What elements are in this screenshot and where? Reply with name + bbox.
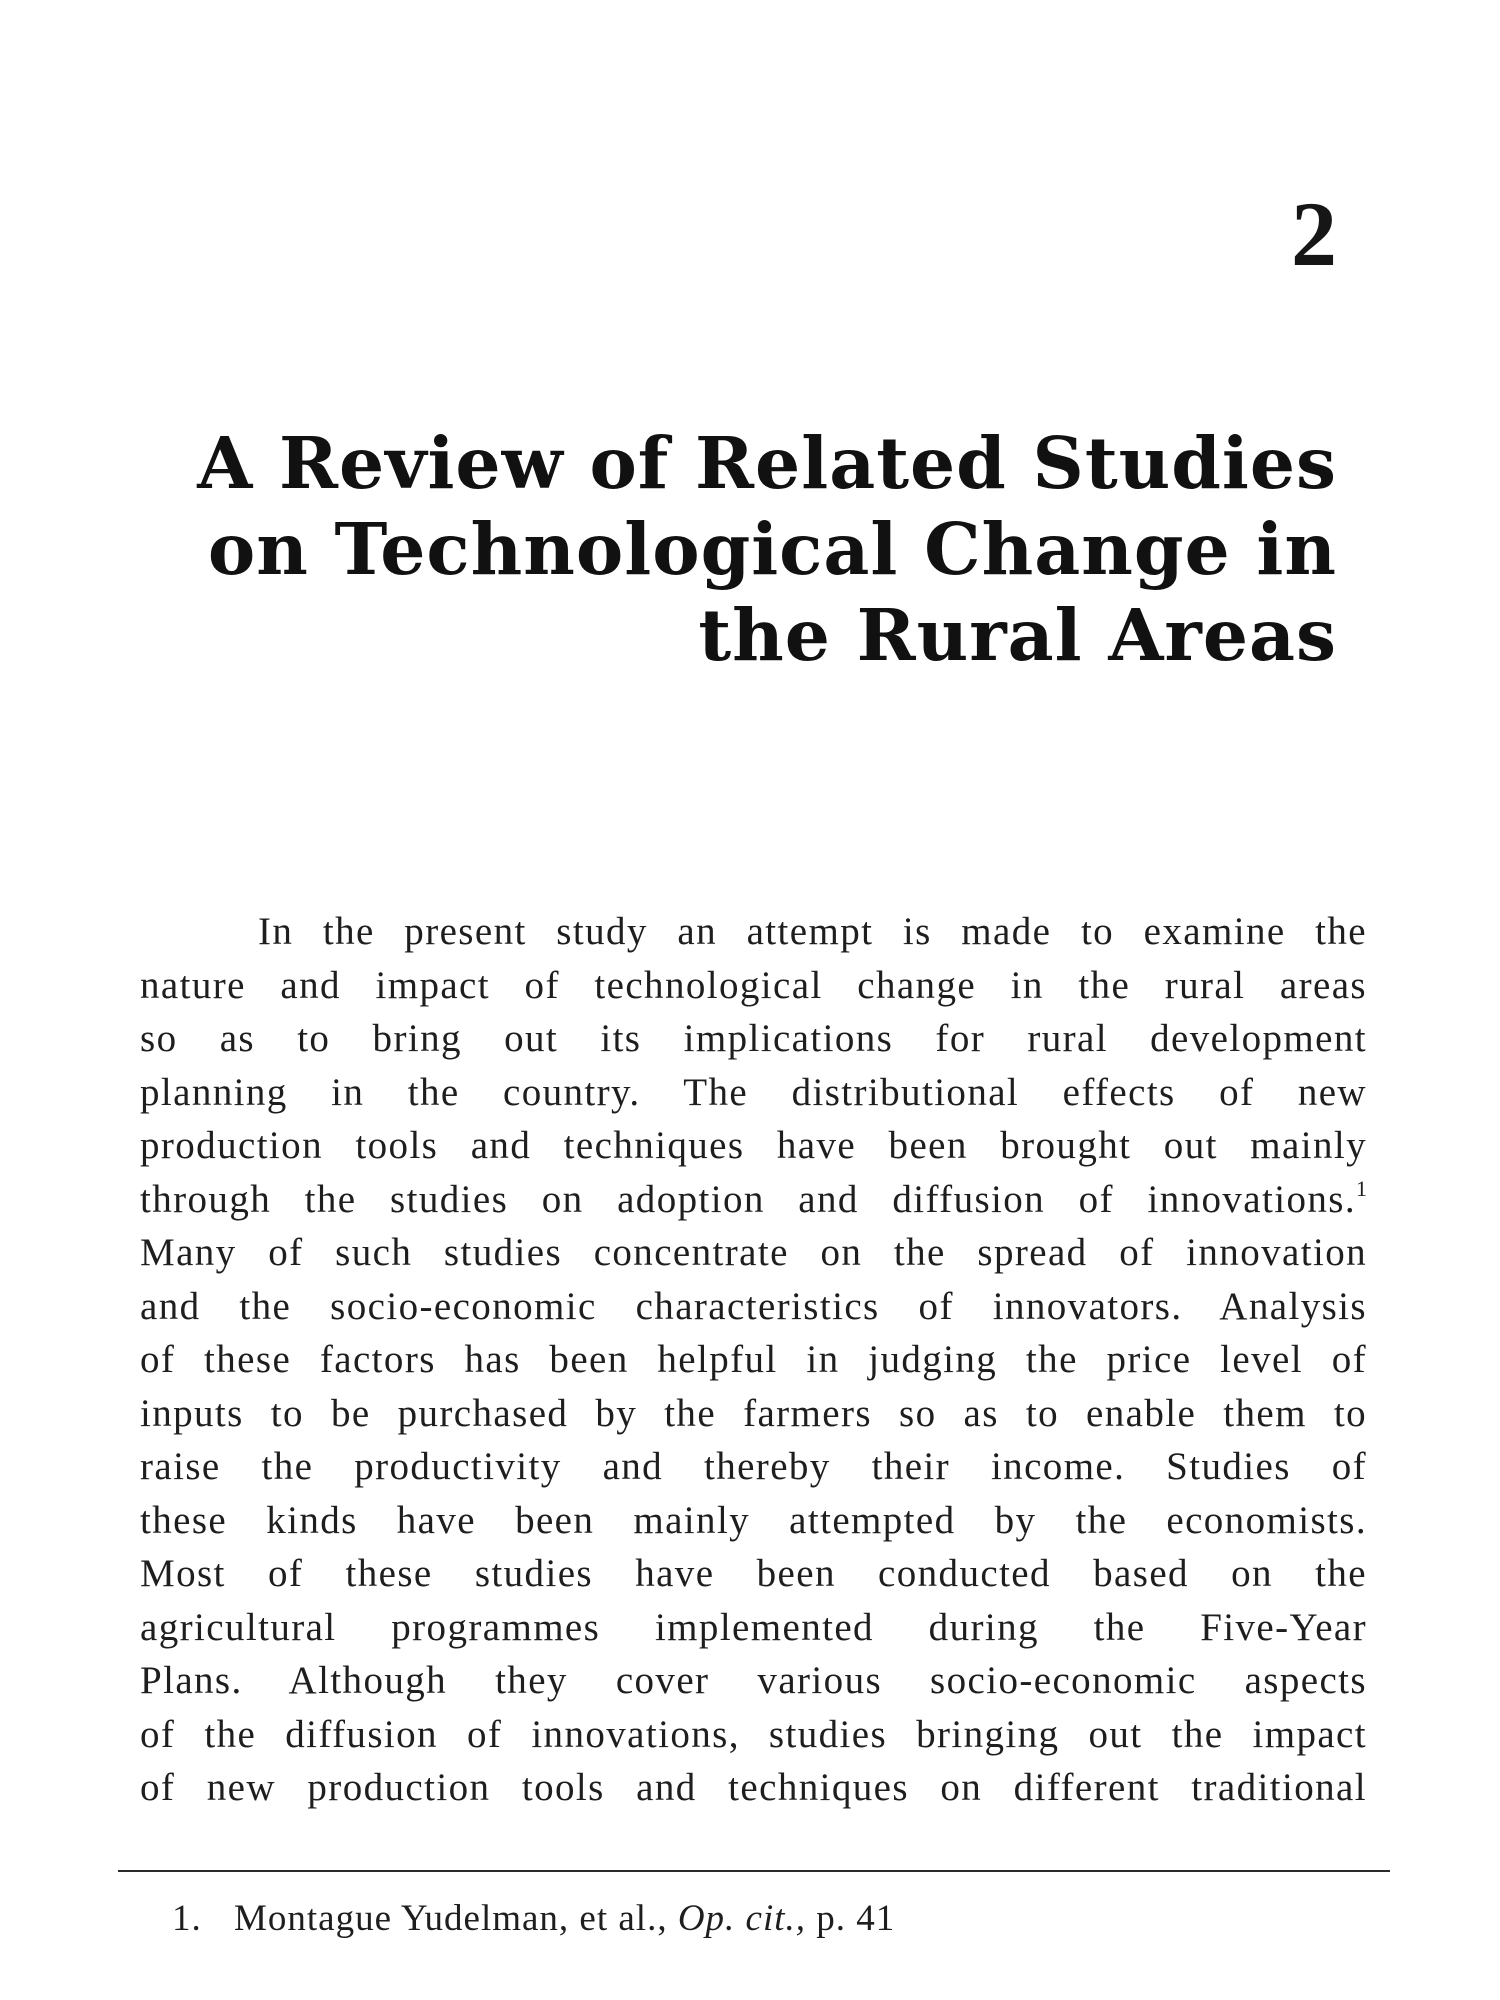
footnote [172, 1897, 895, 1940]
body-line: agricultural programmes implemented during the Five-Year [140, 1605, 1367, 1649]
body-line: production tools and techniques have been brought out mainly [140, 1124, 1367, 1167]
body-line: inputs to be purchased by the farmers so as to enable them to [140, 1391, 1367, 1435]
chapter-title-line: on Technological Change in [207, 507, 1337, 591]
footnote-reference: 1 [1356, 1175, 1367, 1201]
body-line: Most of these studies have been conducted based on the [140, 1552, 1367, 1595]
body-line: planning in the country. The distributional effects of new [140, 1070, 1367, 1114]
body-line: Many of such studies concentrate on the spread of innovation [140, 1231, 1367, 1274]
body-line: raise the productivity and thereby their income. Studies of [140, 1445, 1367, 1488]
chapter-number: 2 [1291, 183, 1337, 285]
footnote-work: Op. cit., [677, 1898, 807, 1939]
footnote-page: p. 41 [816, 1898, 896, 1939]
body-line: In the present study an attempt is made to examine the [258, 910, 1367, 953]
body-line-text: through the studies on adoption and diffusion of innovations. [140, 1177, 1356, 1221]
footnote-divider [118, 1870, 1390, 1872]
body-line: of new production tools and techniques on different traditional [140, 1766, 1367, 1809]
body-line: these kinds have been mainly attempted by the economists. [140, 1498, 1367, 1542]
body-line: of the diffusion of innovations, studies bringing out the impact [140, 1712, 1367, 1756]
footnote-number: 1. [172, 1898, 202, 1939]
body-paragraph [140, 905, 1367, 1815]
chapter-title [120, 420, 1337, 678]
body-line: nature and impact of technological change in the rural areas [140, 963, 1367, 1007]
body-line-with-footnote [140, 1173, 1367, 1227]
body-line: so as to bring out its implications for rural development [140, 1017, 1367, 1060]
body-line: and the socio-economic characteristics of innovators. Analysis [140, 1284, 1367, 1328]
chapter-title-line: A Review of Related Studies [197, 421, 1337, 505]
body-line: Plans. Although they cover various socio-economic aspects [140, 1659, 1367, 1702]
body-line: of these factors has been helpful in judging the price level of [140, 1338, 1367, 1381]
chapter-title-line: the Rural Areas [698, 593, 1337, 677]
footnote-author: Montague Yudelman, et al., [234, 1898, 668, 1939]
